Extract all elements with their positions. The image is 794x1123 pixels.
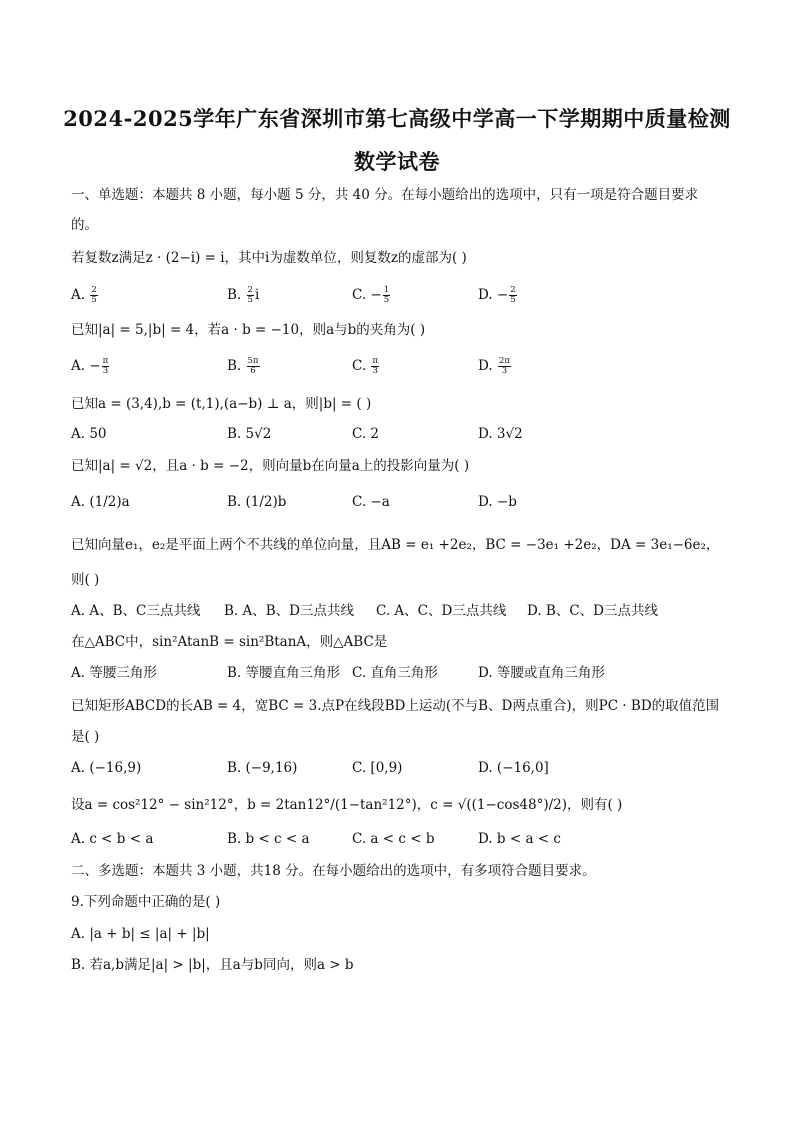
question-5-option-b[interactable]: B. A、B、D三点共线 (224, 603, 354, 619)
question-4-stem: 已知|a| = √2，且a · b = −2，则向量b在向量a上的投影向量为( ) (71, 458, 470, 474)
question-6-option-d[interactable]: D. 等腰或直角三角形 (478, 665, 605, 681)
question-1-option-c[interactable]: C. − $\frac{1}{5}$ (352, 285, 390, 305)
question-9-option-b[interactable]: B. 若a,b满足|a| > |b|，且a与b同向，则a > b (71, 957, 354, 973)
question-4-option-a[interactable]: A. (1/2)a (71, 494, 130, 510)
question-4-option-b[interactable]: B. (1/2)b (227, 494, 287, 510)
question-3-option-b[interactable]: B. 5√2 (227, 426, 272, 442)
section2-heading: 二、多选题：本题共 3 小题，共18 分。在每小题给出的选项中，有多项符合题目要求。 (71, 863, 596, 879)
question-6-option-b[interactable]: B. 等腰直角三角形 (227, 665, 341, 681)
question-2-option-a[interactable]: A. − $\frac{\pi}{3}$ (71, 356, 109, 376)
question-1-stem: 若复数z满足z · (2−i) = i，其中i为虚数单位，则复数z的虚部为( ) (71, 250, 467, 266)
question-6-option-a[interactable]: A. 等腰三角形 (71, 665, 157, 681)
question-1-option-d[interactable]: D. − $\frac{2}{5}$ (478, 285, 516, 305)
question-2-option-c[interactable]: C. $\frac{\pi}{3}$ (352, 356, 379, 376)
question-7-option-d[interactable]: D. (−16,0] (478, 760, 549, 776)
question-4-option-c[interactable]: C. −a (352, 494, 390, 510)
question-3-option-d[interactable]: D. 3√2 (478, 426, 523, 442)
question-8-option-d[interactable]: D. b < a < c (478, 831, 561, 847)
question-9-option-a[interactable]: A. |a + b| ≤ |a| + |b| (71, 926, 210, 942)
question-6-option-c[interactable]: C. 直角三角形 (352, 665, 438, 681)
question-5-stem: 已知向量e₁，e₂是平面上两个不共线的单位向量，且AB = e₁ +2e₂，BC = −3e₁ +2e₂，DA = 3e₁−6e₂， (71, 537, 720, 553)
question-5-option-a[interactable]: A. A、B、C三点共线 (71, 603, 201, 619)
question-8-option-a[interactable]: A. c < b < a (71, 831, 154, 847)
question-6-stem: 在△ABC中，sin²AtanB = sin²BtanA，则△ABC是 (71, 634, 388, 650)
question-8-option-c[interactable]: C. a < c < b (352, 831, 435, 847)
question-3-option-a[interactable]: A. 50 (71, 426, 107, 442)
question-7-option-c[interactable]: C. [0,9) (352, 760, 403, 776)
question-7-option-b[interactable]: B. (−9,16) (227, 760, 298, 776)
question-9-stem: 9.下列命题中正确的是( ) (71, 894, 221, 910)
question-1-option-a[interactable]: A. $\frac{2}{5}$ (71, 285, 97, 305)
question-3-option-c[interactable]: C. 2 (352, 426, 380, 442)
question-1-option-b[interactable]: B. $\frac{2}{5}$ i (227, 285, 260, 305)
question-8-stem: 设a = cos²12° − sin²12°，b = 2tan12°/(1−tan²12°)，c = √((1−cos48°)/2)，则有( ) (71, 797, 623, 813)
question-5-stem-cont: 则( ) (71, 572, 100, 588)
question-8-option-b[interactable]: B. b < c < a (227, 831, 310, 847)
page-subtitle: 数学试卷 (354, 149, 440, 174)
question-5-option-d[interactable]: D. B、C、D三点共线 (527, 603, 658, 619)
question-4-option-d[interactable]: D. −b (478, 494, 517, 510)
section1-heading-cont: 的。 (71, 217, 98, 233)
question-7-stem-cont: 是( ) (71, 729, 100, 745)
page-title: 2024-2025学年广东省深圳市第七高级中学高一下学期期中质量检测 (63, 106, 731, 131)
question-5-option-c[interactable]: C. A、C、D三点共线 (376, 603, 507, 619)
question-2-option-d[interactable]: D. $\frac{2\pi}{3}$ (478, 356, 510, 376)
question-2-option-b[interactable]: B. $\frac{5\pi}{6}$ (227, 356, 259, 376)
section1-heading: 一、单选题：本题共 8 小题，每小题 5 分，共 40 分。在每小题给出的选项中，只有一项是符合题目要求 (71, 187, 699, 203)
question-3-stem: 已知a = (3,4),b = (t,1),(a−b) ⊥ a，则|b| = ( ) (71, 396, 372, 412)
question-2-stem: 已知|a| = 5,|b| = 4，若a · b = −10，则a与b的夹角为( ) (71, 322, 426, 338)
question-7-option-a[interactable]: A. (−16,9) (71, 760, 142, 776)
question-7-stem: 已知矩形ABCD的长AB = 4，宽BC = 3.点P在线段BD上运动(不与B、D两点重合)，则PC · BD的取值范围 (71, 698, 720, 714)
